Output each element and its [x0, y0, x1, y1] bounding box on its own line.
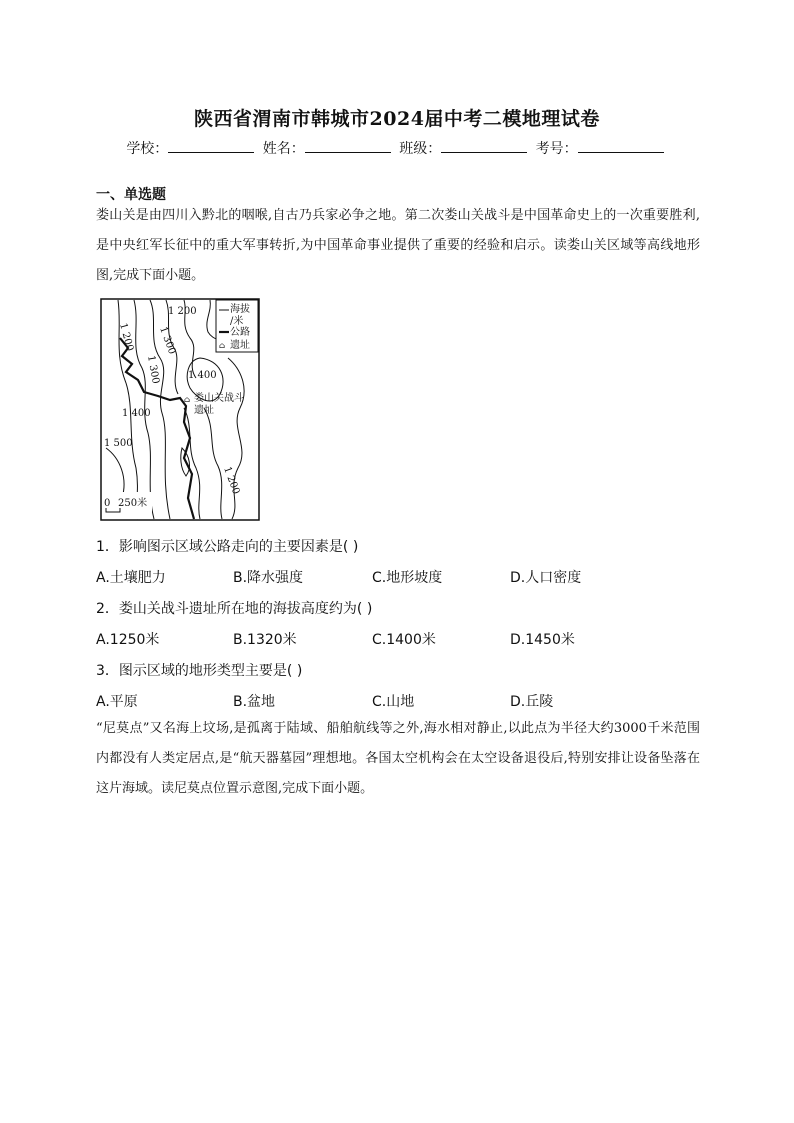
contour-map [100, 298, 260, 522]
q2-option-d[interactable]: D.1450米 [510, 632, 575, 648]
exam-number-blank[interactable] [578, 138, 664, 153]
legend-site-label: 遗址 [230, 340, 250, 351]
class-blank[interactable] [441, 138, 527, 153]
site-name-line2: 遗址 [194, 405, 214, 416]
q3-option-c[interactable]: C.山地 [372, 694, 415, 710]
contour-label: 1 400 [188, 370, 217, 381]
q3-option-a[interactable]: A.平原 [96, 694, 138, 710]
passage-loushanguan: 娄山关是由四川入黔北的咽喉,自古乃兵家必争之地。第二次娄山关战斗是中国革命史上的一次重要胜利,是中央红军长征中的重大军事转折,为中国革命事业提供了重要的经验和启示。读娄山关区域等高线地形图,完成下面小题。 [96, 208, 700, 283]
legend-contour-label: 海拔 [230, 304, 250, 315]
site-name-line1: 娄山关战斗 [194, 393, 244, 404]
question-1: 1．影响图示区域公路走向的主要因素是( ) [96, 539, 359, 555]
q2-option-c[interactable]: C.1400米 [372, 632, 436, 648]
section-heading: 一、单选题 [96, 187, 166, 203]
contour-label: 1 300 [145, 354, 161, 385]
legend-site-icon: ⌂ [219, 341, 226, 350]
q1-option-c[interactable]: C.地形坡度 [372, 570, 443, 586]
contour-label: 1 400 [122, 408, 151, 419]
question-2: 2．娄山关战斗遗址所在地的海拔高度约为( ) [96, 601, 373, 617]
question-3: 3．图示区域的地形类型主要是( ) [96, 663, 303, 679]
contour-label: 1 300 [157, 325, 178, 356]
school-blank[interactable] [168, 138, 254, 153]
q3-option-b[interactable]: B.盆地 [233, 694, 276, 710]
name-label: 姓名： [262, 141, 305, 157]
q1-option-d[interactable]: D.人口密度 [510, 570, 582, 586]
site-icon: ⌂ [184, 395, 191, 404]
school-label: 学校： [126, 141, 169, 157]
contour-label: 1 200 [168, 306, 197, 317]
q3-option-d[interactable]: D.丘陵 [510, 694, 554, 710]
name-blank[interactable] [305, 138, 391, 153]
q2-option-a[interactable]: A.1250米 [96, 632, 160, 648]
scale-zero: 0 [104, 498, 111, 509]
legend-road-label: 公路 [230, 327, 250, 338]
scale-distance: 250米 [118, 498, 148, 509]
contour-label: 1 500 [104, 438, 133, 449]
legend-contour-unit: /米 [230, 316, 244, 327]
student-info-line [0, 138, 794, 158]
passage-nemo-point: “尼莫点”又名海上坟场,是孤离于陆域、船舶航线等之外,海水相对静止,以此点为半径大约3000千米范围内都没有人类定居点,是“航天器墓园”理想地。各国太空机构会在太空设备退役后,特别安排让设备坠落在这片海域。读尼莫点位置示意图,完成下面小题。 [96, 721, 700, 796]
q1-option-a[interactable]: A.土壤肥力 [96, 570, 166, 586]
exam-number-label: 考号： [535, 141, 578, 157]
q2-option-b[interactable]: B.1320米 [233, 632, 297, 648]
class-label: 班级： [399, 141, 442, 157]
contour-label: 1 200 [117, 321, 136, 353]
contour-label: 1 200 [221, 465, 242, 496]
q1-option-b[interactable]: B.降水强度 [233, 570, 304, 586]
contour-line [228, 358, 244, 519]
contour-line [204, 408, 222, 519]
exam-title: 陕西省渭南市韩城市2024届中考二模地理试卷 [194, 108, 600, 130]
